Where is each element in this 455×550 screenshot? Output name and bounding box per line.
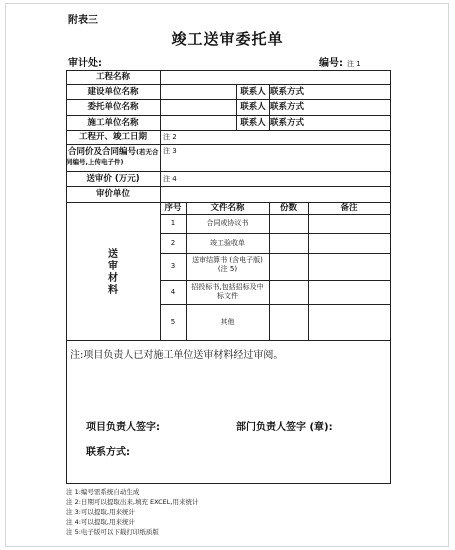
material-seq: 3 (170, 262, 176, 270)
row-line (66, 130, 391, 131)
material-seq: 1 (170, 219, 176, 227)
audit-office-label: 审计处: (68, 58, 102, 69)
table-right-border (390, 70, 391, 484)
footnote: 注 2:日期可以提取出来,填充 EXCEL,用来统计 (66, 498, 199, 506)
row-line (160, 214, 391, 215)
row-line (66, 115, 391, 116)
col-line (269, 202, 270, 341)
review-statement: 注:项目负责人已对施工单位送审材料经过审阅。 (70, 350, 284, 361)
table-top-border (66, 70, 391, 71)
label-audit-unit: 审价单位 (95, 189, 130, 199)
row-line (66, 186, 391, 187)
material-file: 竣工验收单 (210, 239, 245, 247)
row-line (66, 340, 391, 341)
footnote: 注 1:编号需系统自动生成 (66, 488, 140, 496)
header-remark: 备注 (340, 203, 358, 213)
materials-side-label: 送 审 材 料 (108, 249, 118, 296)
material-seq: 4 (170, 288, 176, 296)
number-note: 注 1 (347, 60, 361, 68)
material-file: 其他 (220, 318, 235, 326)
note-4: 注 4 (163, 175, 177, 183)
annex-label: 附表三 (68, 15, 98, 26)
contact-person-label: 联系人 (240, 87, 266, 97)
contact-method-label: 联系方式 (270, 87, 305, 97)
row-line (66, 84, 391, 85)
label-build-unit: 施工单位名称 (87, 118, 139, 128)
material-file: 合同或协议书 (206, 219, 249, 227)
footnote: 注 4:可以提取,用来统计 (66, 518, 135, 526)
number-label: 编号: 注 1 (319, 58, 361, 69)
material-file: 送审结算书 (含电子版) (注 5) (192, 256, 263, 273)
header-copies: 份数 (279, 203, 297, 213)
row-line (160, 304, 391, 305)
contact-method-label: 联系方式 (270, 102, 305, 112)
label-dates: 工程开、竣工日期 (78, 132, 147, 142)
label-submit-price: 送审价 (万元) (86, 174, 140, 184)
row-line (66, 99, 391, 100)
contact-method-label: 联系方式 (270, 118, 305, 128)
project-lead-signature: 项目负责人签字: (86, 422, 160, 433)
footnote: 注 5:电子版可以下载打印纸质版 (66, 528, 159, 536)
label-contract: 合同价及合同编号(若无合同编号,上传电子件) (66, 147, 159, 166)
row-line (160, 253, 391, 254)
header-file: 文件名称 (210, 203, 245, 213)
page-title: 竣工送审委托单 (171, 30, 284, 48)
col-line (308, 202, 309, 341)
material-seq: 5 (170, 318, 176, 326)
contact-person-label: 联系人 (240, 102, 266, 112)
header-seq: 序号 (164, 203, 182, 213)
row-line (66, 144, 391, 145)
row-line (66, 171, 391, 172)
label-project-name: 工程名称 (95, 72, 130, 82)
dept-lead-signature: 部门负责人签字 (章): (236, 422, 333, 433)
note-2: 注 2 (163, 133, 177, 141)
contact-person-label: 联系人 (240, 118, 266, 128)
contact-method-field: 联系方式: (86, 447, 130, 458)
material-seq: 2 (170, 239, 176, 247)
label-construction-unit: 建设单位名称 (87, 87, 139, 97)
label-commission-unit: 委托单位名称 (87, 102, 139, 112)
row-line (160, 233, 391, 234)
note-3: 注 3 (163, 147, 177, 155)
col-line (186, 202, 187, 341)
material-file: 招投标书,包括招标及中标文件 (191, 283, 264, 300)
table-bottom-border (66, 483, 391, 484)
row-line (160, 280, 391, 281)
footnote: 注 3:可以提取,用来统计 (66, 508, 135, 516)
footnotes (66, 487, 198, 537)
